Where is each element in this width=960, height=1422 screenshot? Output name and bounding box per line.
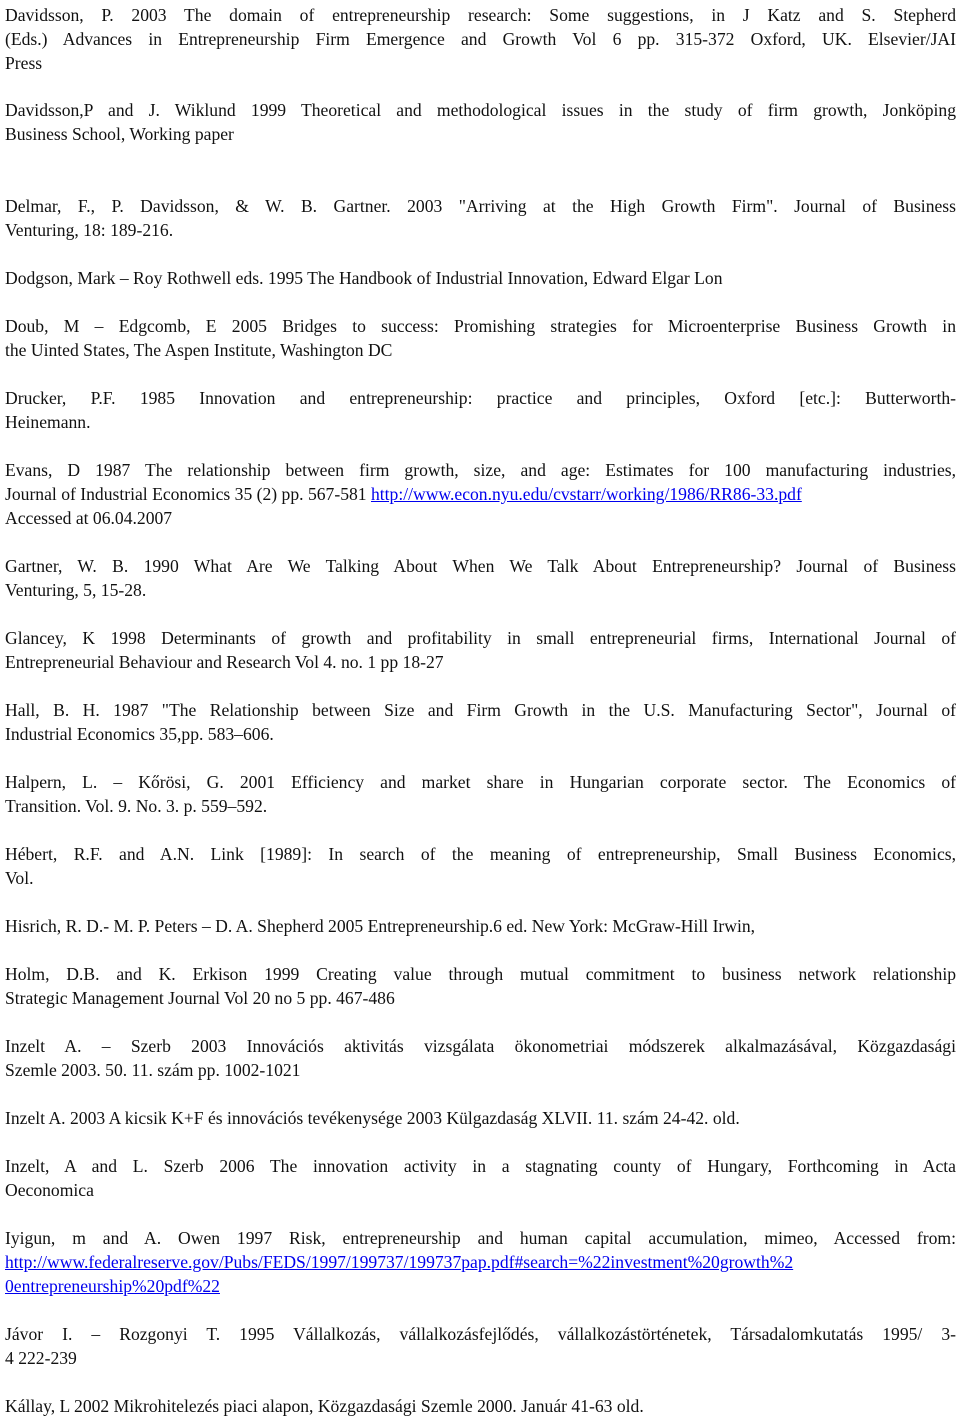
reference-text: Entrepreneurial Behaviour and Research Vol 4. no. 1 pp 18-27 (5, 652, 444, 672)
reference-line (5, 914, 956, 938)
reference-entry (5, 458, 956, 530)
reference-entry (5, 1154, 956, 1202)
reference-line (5, 770, 956, 794)
reference-text: Iyigun, m and A. Owen 1997 Risk, entrepreneurship and human capital accumulation, mimeo, Accessed from: (5, 1228, 956, 1248)
reference-line (5, 458, 956, 482)
reference-text: Evans, D 1987 The relationship between firm growth, size, and age: Estimates for 100 manufacturing industries, (5, 460, 956, 480)
reference-line (5, 27, 956, 51)
reference-line (5, 962, 956, 986)
reference-url-link[interactable]: 0entrepreneurship%20pdf%22 (5, 1276, 220, 1296)
reference-url-link[interactable]: http://www.econ.nyu.edu/cvstarr/working/1986/RR86-33.pdf (370, 484, 802, 504)
reference-text: Business School, Working paper (5, 124, 234, 144)
reference-text: the Uinted States, The Aspen Institute, Washington DC (5, 340, 393, 360)
reference-line (5, 1058, 956, 1082)
reference-text: Gartner, W. B. 1990 What Are We Talking About When We Talk About Entrepreneurship? Journal of Business (5, 556, 956, 576)
reference-line (5, 338, 956, 362)
reference-text: Inzelt A. 2003 A kicsik K+F és innovációs tevékenysége 2003 Külgazdaság XLVII. 11. szám 24-42. old. (5, 1108, 740, 1128)
reference-text: Industrial Economics 35,pp. 583–606. (5, 724, 274, 744)
reference-line (5, 626, 956, 650)
reference-line (5, 194, 956, 218)
reference-entry (5, 386, 956, 434)
reference-line (5, 794, 956, 818)
reference-text: 4 222-239 (5, 1348, 77, 1368)
reference-line (5, 842, 956, 866)
reference-entry (5, 1226, 956, 1298)
reference-text: Inzelt, A and L. Szerb 2006 The innovation activity in a stagnating county of Hungary, Forthcoming in Acta (5, 1156, 956, 1176)
reference-line (5, 554, 956, 578)
reference-entry (5, 962, 956, 1010)
reference-line (5, 3, 956, 27)
reference-line (5, 722, 956, 746)
reference-entry (5, 1106, 956, 1130)
reference-text: Kállay, L 2002 Mikrohitelezés piaci alapon, Közgazdasági Szemle 2000. Január 41-63 old. (5, 1396, 644, 1416)
reference-text: Inzelt A. – Szerb 2003 Innovációs aktivitás vizsgálata ökonometriai módszerek alkalmazásával, Közgazdasági (5, 1036, 956, 1056)
reference-text: Davidsson,P and J. Wiklund 1999 Theoretical and methodological issues in the study of firm growth, Jonköping (5, 100, 956, 120)
reference-text: Strategic Management Journal Vol 20 no 5 pp. 467-486 (5, 988, 395, 1008)
reference-entry (5, 194, 956, 242)
reference-line (5, 1226, 956, 1250)
reference-entry (5, 266, 956, 290)
reference-entry (5, 314, 956, 362)
reference-text: Jávor I. – Rozgonyi T. 1995 Vállalkozás, vállalkozásfejlődés, vállalkozástörténetek, Társadalomkutatás 1995/ 3- (5, 1324, 956, 1344)
reference-text: Glancey, K 1998 Determinants of growth and profitability in small entrepreneurial firms, International Journal of (5, 628, 956, 648)
reference-line (5, 650, 956, 674)
reference-text: Venturing, 18: 189-216. (5, 220, 174, 240)
reference-line (5, 266, 956, 290)
reference-text: Delmar, F., P. Davidsson, & W. B. Gartner. 2003 "Arriving at the High Growth Firm". Journal of Business (5, 196, 956, 216)
reference-text: Vol. (5, 868, 34, 888)
reference-line (5, 1394, 956, 1418)
reference-line (5, 986, 956, 1010)
reference-text: Dodgson, Mark – Roy Rothwell eds. 1995 The Handbook of Industrial Innovation, Edward Elgar Lon (5, 268, 723, 288)
reference-entry (5, 842, 956, 890)
reference-line (5, 122, 956, 146)
reference-text: Halpern, L. – Kőrösi, G. 2001 Efficiency and market share in Hungarian corporate sector. The Economics of (5, 772, 956, 792)
reference-text: Hall, B. H. 1987 "The Relationship between Size and Firm Growth in the U.S. Manufacturing Sector", Journal of (5, 700, 956, 720)
reference-text: Doub, M – Edgcomb, E 2005 Bridges to success: Promishing strategies for Microenterprise Business Growth in (5, 316, 956, 336)
reference-entry (5, 3, 956, 75)
reference-entry (5, 1322, 956, 1370)
reference-line (5, 51, 956, 75)
reference-line (5, 1346, 956, 1370)
reference-text: Transition. Vol. 9. No. 3. p. 559–592. (5, 796, 268, 816)
reference-line (5, 410, 956, 434)
reference-text: Journal of Industrial Economics 35 (2) pp. 567-581 (5, 484, 371, 504)
reference-line (5, 386, 956, 410)
reference-entry (5, 1034, 956, 1082)
reference-line (5, 1034, 956, 1058)
reference-line (5, 506, 956, 530)
reference-entry (5, 626, 956, 674)
reference-entry (5, 554, 956, 602)
reference-line (5, 1178, 956, 1202)
reference-text: Hisrich, R. D.- M. P. Peters – D. A. Shepherd 2005 Entrepreneurship.6 ed. New York: McGraw-Hill Irwin, (5, 916, 756, 936)
reference-entry (5, 1394, 956, 1418)
reference-entry (5, 914, 956, 938)
reference-text: Szemle 2003. 50. 11. szám pp. 1002-1021 (5, 1060, 301, 1080)
reference-line (5, 482, 956, 506)
reference-text: Hébert, R.F. and A.N. Link [1989]: In search of the meaning of entrepreneurship, Small Business Economics, (5, 844, 956, 864)
reference-line (5, 866, 956, 890)
reference-line (5, 1154, 956, 1178)
reference-text: Holm, D.B. and K. Erkison 1999 Creating value through mutual commitment to business network relationship (5, 964, 956, 984)
reference-text: Davidsson, P. 2003 The domain of entrepreneurship research: Some suggestions, in J Katz and S. Stepherd (5, 5, 956, 25)
reference-text: Venturing, 5, 15-28. (5, 580, 147, 600)
reference-line (5, 1274, 956, 1298)
reference-text: Heinemann. (5, 412, 91, 432)
reference-text: Drucker, P.F. 1985 Innovation and entrepreneurship: practice and principles, Oxford [etc.]: Butterworth- (5, 388, 956, 408)
reference-entry (5, 770, 956, 818)
reference-line (5, 1322, 956, 1346)
reference-line (5, 1106, 956, 1130)
reference-text: Oeconomica (5, 1180, 94, 1200)
reference-entry (5, 698, 956, 746)
reference-entry (5, 98, 956, 146)
reference-line (5, 1250, 956, 1274)
reference-text: (Eds.) Advances in Entrepreneurship Firm Emergence and Growth Vol 6 pp. 315-372 Oxford, UK. Elsevier/JAI (5, 29, 956, 49)
reference-line (5, 314, 956, 338)
reference-line (5, 218, 956, 242)
reference-line (5, 578, 956, 602)
reference-line (5, 98, 956, 122)
reference-url-link[interactable]: http://www.federalreserve.gov/Pubs/FEDS/1997/199737/199737pap.pdf#search=%22investment%20growth%2 (5, 1252, 794, 1272)
reference-text: Press (5, 53, 43, 73)
reference-text: Accessed at 06.04.2007 (5, 508, 173, 528)
reference-line (5, 698, 956, 722)
